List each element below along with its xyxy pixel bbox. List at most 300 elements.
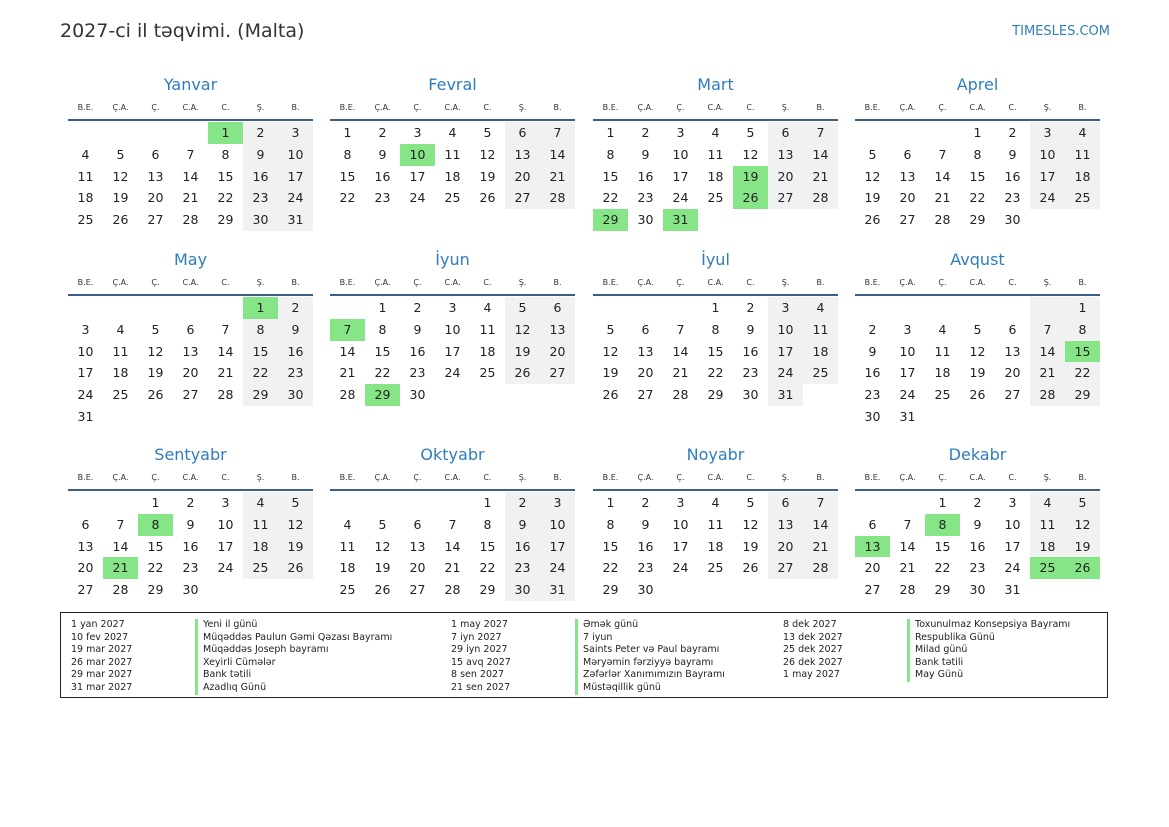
holiday-name: Milad günü — [907, 644, 967, 657]
holiday-row — [451, 644, 725, 657]
day-empty — [68, 297, 103, 319]
day-cell: 4 — [343, 516, 352, 532]
day-cell: 30 — [243, 209, 278, 231]
day-cell: 6 — [81, 516, 90, 532]
day-empty — [960, 406, 995, 428]
weekday-label: Ç.A. — [374, 473, 391, 482]
day-cell: 2 — [1008, 125, 1017, 140]
day-cell: 2 — [413, 300, 422, 315]
day-cell: 20 — [505, 166, 540, 188]
holiday-date: 21 sen 2027 — [451, 681, 511, 693]
weekday-label: C. — [1008, 103, 1017, 112]
day-cell: 29 — [969, 212, 986, 228]
day-cell: 14 — [444, 538, 461, 554]
day-empty — [593, 297, 628, 319]
day-cell: 30 — [637, 582, 654, 598]
weekday-header — [593, 272, 838, 296]
day-empty — [173, 406, 208, 428]
day-cell: 29 — [1065, 384, 1100, 406]
day-cell: 28 — [444, 582, 461, 598]
day-cell: 24 — [1004, 560, 1021, 576]
day-cell: 1 — [483, 495, 492, 510]
day-cell: 13 — [768, 514, 803, 536]
day-cell: 27 — [147, 212, 164, 228]
day-empty — [628, 297, 663, 319]
day-cell: 23 — [637, 560, 654, 576]
day-cell: 10 — [899, 343, 916, 359]
holiday-row — [71, 644, 392, 657]
weekday-label: B.E. — [602, 473, 619, 482]
day-cell: 20 — [864, 560, 881, 576]
day-cell: 1 — [938, 495, 947, 510]
month-fevral — [330, 73, 575, 209]
day-cell: 9 — [505, 514, 540, 536]
weekday-label: Ç. — [676, 103, 685, 112]
day-cell: 6 — [768, 122, 803, 144]
weekday-label: Ç.A. — [899, 473, 916, 482]
day-cell: 3 — [540, 492, 575, 514]
day-empty — [960, 297, 995, 319]
day-empty — [995, 297, 1030, 319]
day-cell: 31 — [540, 579, 575, 601]
day-cell: 31 — [768, 384, 803, 406]
day-empty — [435, 492, 470, 514]
day-cell: 13 — [505, 144, 540, 166]
day-grid — [593, 296, 838, 406]
holiday-date: 13 dek 2027 — [783, 631, 843, 643]
day-cell: 23 — [637, 190, 654, 206]
month-aprel — [855, 73, 1100, 231]
day-empty — [243, 579, 278, 601]
day-cell: 24 — [77, 387, 94, 403]
holiday-row — [783, 669, 1070, 682]
day-cell: 9 — [973, 516, 982, 532]
weekday-label: B.E. — [339, 103, 356, 112]
day-cell-holiday: 31 — [663, 209, 698, 231]
day-cell: 4 — [243, 492, 278, 514]
day-cell: 4 — [711, 125, 720, 140]
day-cell: 15 — [969, 168, 986, 184]
day-cell: 28 — [803, 557, 838, 579]
weekday-label: B.E. — [864, 278, 881, 287]
weekday-label: Ş. — [518, 278, 527, 287]
day-cell: 15 — [602, 168, 619, 184]
day-cell: 4 — [938, 321, 947, 337]
day-cell: 25 — [934, 387, 951, 403]
day-cell: 25 — [243, 557, 278, 579]
day-empty — [138, 297, 173, 319]
day-cell: 29 — [147, 582, 164, 598]
day-empty — [733, 209, 768, 231]
day-cell: 16 — [864, 365, 881, 381]
day-cell: 9 — [1008, 146, 1017, 162]
day-cell: 12 — [742, 516, 759, 532]
day-cell: 18 — [112, 365, 129, 381]
weekday-label: B.E. — [77, 103, 94, 112]
day-cell: 25 — [112, 387, 129, 403]
weekday-label: Ş. — [518, 473, 527, 482]
day-cell: 2 — [641, 125, 650, 140]
day-cell: 28 — [182, 212, 199, 228]
day-cell: 16 — [243, 166, 278, 188]
day-cell: 27 — [182, 387, 199, 403]
month-oktyabr — [330, 443, 575, 601]
day-cell: 12 — [864, 168, 881, 184]
day-cell: 9 — [378, 146, 387, 162]
day-cell-holiday: 29 — [365, 384, 400, 406]
day-cell: 22 — [602, 560, 619, 576]
day-cell: 15 — [934, 538, 951, 554]
weekday-label: B. — [553, 473, 562, 482]
month-yanvar — [68, 73, 313, 231]
holiday-name: Zəfərlər Xanımımızın Bayramı — [575, 669, 725, 682]
day-grid — [330, 296, 575, 406]
day-cell: 31 — [1004, 582, 1021, 598]
day-cell: 24 — [672, 560, 689, 576]
weekday-label: B. — [291, 103, 300, 112]
day-cell: 9 — [868, 343, 877, 359]
day-empty — [138, 122, 173, 144]
weekday-label: C.A. — [969, 278, 986, 287]
weekday-label: C.A. — [707, 278, 724, 287]
day-cell: 13 — [409, 538, 426, 554]
day-cell: 28 — [217, 387, 234, 403]
weekday-header — [330, 97, 575, 121]
day-cell: 27 — [768, 187, 803, 209]
weekday-label: C.A. — [182, 278, 199, 287]
day-cell: 19 — [864, 190, 881, 206]
day-cell: 8 — [606, 146, 615, 162]
holiday-name: Müqəddəs Paulun Gəmi Qəzası Bayramı — [195, 632, 392, 645]
day-cell: 26 — [505, 362, 540, 384]
weekday-label: Ç. — [151, 473, 160, 482]
day-cell: 28 — [1030, 384, 1065, 406]
day-cell: 2 — [378, 125, 387, 140]
day-cell: 28 — [803, 187, 838, 209]
day-empty — [1030, 406, 1065, 428]
day-cell: 7 — [803, 122, 838, 144]
day-cell: 7 — [803, 492, 838, 514]
day-cell: 8 — [483, 516, 492, 532]
holiday-row — [783, 657, 1070, 670]
day-cell: 6 — [641, 321, 650, 337]
day-cell: 15 — [374, 343, 391, 359]
day-cell: 3 — [676, 495, 685, 510]
holiday-name: Müstəqillik günü — [575, 682, 661, 695]
weekday-label: Ç.A. — [899, 103, 916, 112]
day-cell: 25 — [77, 212, 94, 228]
day-cell: 9 — [746, 321, 755, 337]
holiday-row — [451, 682, 725, 695]
weekday-header — [855, 97, 1100, 121]
day-cell: 29 — [243, 384, 278, 406]
day-cell: 2 — [641, 495, 650, 510]
weekday-label: B.E. — [77, 473, 94, 482]
weekday-label: Ç. — [938, 278, 947, 287]
day-cell: 20 — [77, 560, 94, 576]
day-empty — [103, 122, 138, 144]
day-cell: 27 — [864, 582, 881, 598]
day-cell-holiday: 13 — [855, 536, 890, 558]
weekday-label: C.A. — [707, 103, 724, 112]
day-cell: 3 — [278, 122, 313, 144]
holiday-name: Toxunulmaz Konsepsiya Bayramı — [907, 619, 1070, 632]
day-cell: 11 — [934, 343, 951, 359]
day-cell: 4 — [448, 125, 457, 140]
weekday-label: Ç.A. — [899, 278, 916, 287]
weekday-label: Ş. — [781, 278, 790, 287]
day-cell: 5 — [868, 146, 877, 162]
holiday-row — [71, 657, 392, 670]
day-cell: 19 — [479, 168, 496, 184]
month-name: Yanvar — [163, 75, 218, 94]
day-cell: 11 — [707, 146, 724, 162]
day-empty — [698, 209, 733, 231]
day-cell: 21 — [1030, 362, 1065, 384]
day-cell: 18 — [1065, 166, 1100, 188]
day-empty — [68, 492, 103, 514]
day-cell: 6 — [505, 122, 540, 144]
holiday-name: May Günü — [907, 669, 963, 682]
day-cell: 18 — [339, 560, 356, 576]
day-cell: 30 — [969, 582, 986, 598]
day-cell: 5 — [116, 146, 125, 162]
day-cell: 26 — [479, 190, 496, 206]
day-cell: 30 — [742, 387, 759, 403]
day-empty — [68, 122, 103, 144]
weekday-label: B.E. — [602, 103, 619, 112]
day-cell: 24 — [278, 187, 313, 209]
day-cell: 8 — [221, 146, 230, 162]
weekday-label: Ç. — [413, 103, 422, 112]
day-cell: 19 — [742, 538, 759, 554]
day-cell: 25 — [339, 582, 356, 598]
day-cell: 7 — [903, 516, 912, 532]
day-cell: 14 — [934, 168, 951, 184]
day-cell: 16 — [374, 168, 391, 184]
day-cell: 27 — [1004, 387, 1021, 403]
day-cell: 15 — [479, 538, 496, 554]
day-cell-holiday: 26 — [733, 187, 768, 209]
day-cell: 21 — [339, 365, 356, 381]
day-cell: 21 — [182, 190, 199, 206]
day-cell: 20 — [768, 536, 803, 558]
day-empty — [1030, 209, 1065, 231]
day-cell: 18 — [934, 365, 951, 381]
day-cell: 8 — [378, 321, 387, 337]
day-cell: 13 — [637, 343, 654, 359]
day-cell: 11 — [707, 516, 724, 532]
day-cell: 24 — [409, 190, 426, 206]
day-cell: 17 — [217, 538, 234, 554]
day-cell-holiday: 26 — [1065, 557, 1100, 579]
day-cell: 26 — [147, 387, 164, 403]
day-cell: 17 — [899, 365, 916, 381]
month-may — [68, 248, 313, 428]
day-cell: 14 — [1030, 341, 1065, 363]
day-cell: 11 — [1030, 514, 1065, 536]
day-cell: 19 — [505, 341, 540, 363]
day-cell: 27 — [77, 582, 94, 598]
day-cell: 28 — [540, 187, 575, 209]
day-empty — [890, 492, 925, 514]
day-cell: 17 — [540, 536, 575, 558]
day-cell: 22 — [339, 190, 356, 206]
day-cell: 20 — [182, 365, 199, 381]
weekday-label: Ç. — [938, 473, 947, 482]
day-cell: 17 — [672, 538, 689, 554]
day-cell: 7 — [221, 321, 230, 337]
weekday-header — [330, 467, 575, 491]
day-cell: 17 — [77, 365, 94, 381]
day-empty — [173, 297, 208, 319]
day-cell: 7 — [186, 146, 195, 162]
day-cell: 25 — [803, 362, 838, 384]
day-cell: 17 — [409, 168, 426, 184]
weekday-label: B.E. — [864, 103, 881, 112]
weekday-header — [855, 467, 1100, 491]
day-cell: 8 — [711, 321, 720, 337]
day-cell-holiday: 8 — [925, 514, 960, 536]
day-empty — [103, 492, 138, 514]
day-cell: 4 — [81, 146, 90, 162]
day-cell: 12 — [1065, 514, 1100, 536]
day-empty — [663, 579, 698, 601]
day-cell: 24 — [1030, 187, 1065, 209]
weekday-label: C.A. — [444, 473, 461, 482]
day-cell: 17 — [278, 166, 313, 188]
month-i̇yul — [593, 248, 838, 406]
day-cell: 14 — [339, 343, 356, 359]
month-name: Fevral — [428, 75, 477, 94]
day-cell: 26 — [112, 212, 129, 228]
day-cell: 6 — [540, 297, 575, 319]
day-empty — [803, 384, 838, 406]
day-cell: 8 — [243, 319, 278, 341]
holiday-name: Məryəmin fərziyyə bayramı — [575, 657, 713, 670]
holiday-date: 1 yan 2027 — [71, 619, 125, 630]
day-cell: 13 — [182, 343, 199, 359]
day-cell: 1 — [1065, 297, 1100, 319]
holiday-row — [451, 632, 725, 645]
day-empty — [1065, 209, 1100, 231]
day-cell: 28 — [672, 387, 689, 403]
holiday-row — [451, 657, 725, 670]
day-cell: 30 — [864, 408, 881, 424]
day-cell: 18 — [243, 536, 278, 558]
day-cell: 7 — [1030, 319, 1065, 341]
day-empty — [768, 579, 803, 601]
day-grid — [593, 121, 838, 231]
day-empty — [768, 209, 803, 231]
day-cell: 18 — [803, 341, 838, 363]
day-cell: 19 — [147, 365, 164, 381]
day-empty — [803, 209, 838, 231]
holiday-date: 1 may 2027 — [451, 619, 508, 630]
day-empty — [733, 579, 768, 601]
weekday-label: Ç. — [413, 473, 422, 482]
day-cell: 29 — [602, 582, 619, 598]
weekday-label: B. — [1078, 473, 1087, 482]
weekday-label: B.E. — [864, 473, 881, 482]
holiday-row — [71, 669, 392, 682]
day-cell: 10 — [768, 319, 803, 341]
day-cell: 27 — [768, 557, 803, 579]
day-cell: 13 — [77, 538, 94, 554]
day-grid — [855, 296, 1100, 428]
day-cell: 16 — [278, 341, 313, 363]
day-cell: 12 — [374, 538, 391, 554]
holiday-row — [71, 632, 392, 645]
day-cell: 9 — [641, 516, 650, 532]
day-empty — [663, 297, 698, 319]
weekday-label: B. — [816, 103, 825, 112]
weekday-label: C.A. — [444, 103, 461, 112]
weekday-label: B.E. — [77, 278, 94, 287]
day-cell: 11 — [112, 343, 129, 359]
day-cell: 16 — [637, 168, 654, 184]
holiday-date: 15 avq 2027 — [451, 656, 511, 668]
weekday-label: B.E. — [602, 278, 619, 287]
site-link[interactable]: TIMESLES.COM — [1012, 24, 1110, 39]
day-cell: 21 — [803, 536, 838, 558]
day-cell: 12 — [278, 514, 313, 536]
holiday-name: Respublika Günü — [907, 632, 995, 645]
day-cell: 14 — [803, 144, 838, 166]
day-cell: 22 — [243, 362, 278, 384]
day-cell: 9 — [278, 319, 313, 341]
month-dekabr — [855, 443, 1100, 601]
day-empty — [365, 492, 400, 514]
weekday-label: B. — [1078, 103, 1087, 112]
holiday-row — [451, 669, 725, 682]
day-cell: 2 — [868, 321, 877, 337]
weekday-label: Ş. — [518, 103, 527, 112]
weekday-header — [593, 97, 838, 121]
month-name: Dekabr — [948, 445, 1007, 464]
day-cell: 3 — [903, 321, 912, 337]
weekday-label: Ç.A. — [637, 473, 654, 482]
day-cell: 1 — [711, 300, 720, 315]
weekday-label: Ş. — [1043, 278, 1052, 287]
day-cell: 2 — [746, 300, 755, 315]
day-cell: 3 — [768, 297, 803, 319]
day-cell: 11 — [479, 321, 496, 337]
day-cell: 23 — [278, 362, 313, 384]
day-cell: 12 — [742, 146, 759, 162]
day-cell: 30 — [409, 387, 426, 403]
month-i̇yun — [330, 248, 575, 406]
day-cell: 17 — [672, 168, 689, 184]
holiday-row — [783, 644, 1070, 657]
day-cell: 30 — [1004, 212, 1021, 228]
day-cell: 13 — [147, 168, 164, 184]
day-cell-holiday: 10 — [400, 144, 435, 166]
day-cell: 25 — [444, 190, 461, 206]
day-cell: 16 — [637, 538, 654, 554]
holiday-name: Müqəddəs Joseph bayramı — [195, 644, 329, 657]
day-cell: 22 — [147, 560, 164, 576]
weekday-label: Ç. — [413, 278, 422, 287]
day-empty — [698, 579, 733, 601]
month-name: Aprel — [956, 75, 999, 94]
weekday-label: Ç. — [151, 103, 160, 112]
day-cell: 7 — [676, 321, 685, 337]
weekday-label: Ç.A. — [374, 278, 391, 287]
weekday-label: B. — [553, 103, 562, 112]
day-cell: 22 — [217, 190, 234, 206]
weekday-label: C. — [483, 103, 492, 112]
